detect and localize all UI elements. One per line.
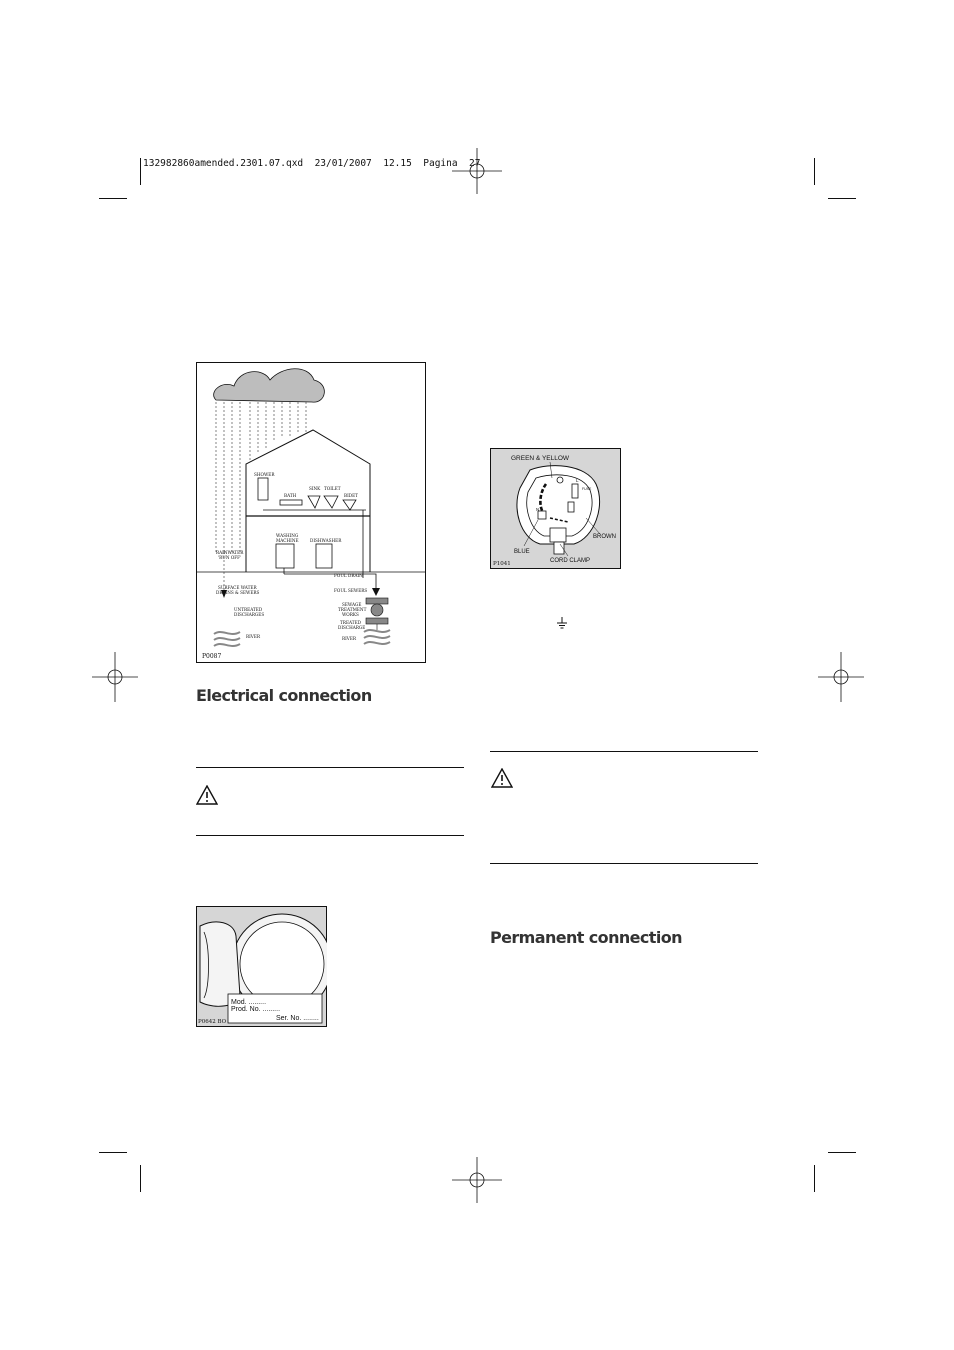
svg-text:Mod. .........: Mod. ......... (231, 999, 267, 1006)
registration-mark-right (818, 652, 864, 702)
svg-text:TREATED: TREATED (340, 620, 362, 625)
svg-text:WASHING: WASHING (276, 533, 299, 538)
rating-plate-figure (196, 906, 327, 1027)
svg-text:Prod. No. .........: Prod. No. ......... (231, 1006, 281, 1013)
print-slug: 132982860amended.2301.07.qxd 23/01/2007 12.15 Pagina 27 (143, 158, 481, 169)
svg-text:DRAINS & SEWERS: DRAINS & SEWERS (216, 590, 260, 595)
svg-text:DISCHARGE: DISCHARGE (338, 625, 366, 630)
svg-text:UNTREATED: UNTREATED (234, 607, 263, 612)
drainage-diagram (196, 362, 426, 663)
section-heading-permanent: Permanent connection (490, 928, 682, 947)
registration-mark-left (92, 652, 138, 702)
svg-text:'RUN OFF': 'RUN OFF' (218, 555, 242, 560)
registration-mark-bottom (452, 1157, 502, 1203)
registration-mark-top (452, 148, 502, 194)
svg-text:MACHINE: MACHINE (276, 538, 299, 543)
plug-wiring-figure (490, 448, 621, 569)
svg-text:FOUL DRAIN: FOUL DRAIN (334, 573, 363, 578)
figure-code: P0087 (202, 653, 222, 660)
warning-icon (196, 785, 218, 805)
warning-icon-right (491, 768, 513, 788)
svg-text:WORKS: WORKS (342, 612, 359, 617)
warning-rule-top-right (490, 751, 758, 752)
svg-text:L: L (576, 478, 579, 483)
svg-text:RAINWATER: RAINWATER (216, 550, 244, 555)
label-cord-clamp: CORD CLAMP (550, 558, 591, 564)
warning-rule-bottom-right (490, 863, 758, 864)
svg-text:SHOWER: SHOWER (254, 472, 275, 477)
svg-text:TOILET: TOILET (324, 486, 341, 491)
svg-text:FUSE: FUSE (582, 487, 592, 491)
svg-text:TREATMENT: TREATMENT (338, 607, 367, 612)
svg-text:DISCHARGES: DISCHARGES (234, 612, 265, 617)
svg-text:RIVER: RIVER (342, 636, 357, 641)
label-brown: BROWN (593, 534, 616, 540)
earth-symbol-icon (555, 616, 569, 630)
svg-text:BIDET: BIDET (344, 493, 358, 498)
label-green-yellow: GREEN & YELLOW (511, 455, 570, 462)
label-blue: BLUE (514, 549, 530, 555)
svg-text:SINK: SINK (309, 486, 321, 491)
warning-rule-bottom (196, 835, 464, 836)
svg-text:FOUL SEWERS: FOUL SEWERS (334, 588, 368, 593)
svg-text:P1041: P1041 (493, 561, 511, 567)
svg-text:DISHWASHER: DISHWASHER (310, 538, 342, 543)
svg-text:Ser. No. ........: Ser. No. ........ (276, 1015, 319, 1022)
warning-rule-top (196, 767, 464, 768)
svg-text:RIVER: RIVER (246, 634, 261, 639)
svg-text:SEWAGE: SEWAGE (342, 602, 362, 607)
svg-text:N: N (536, 507, 540, 512)
svg-text:SURFACE WATER: SURFACE WATER (218, 585, 257, 590)
svg-text:P0642 BO: P0642 BO (198, 1019, 227, 1025)
svg-text:BATH: BATH (284, 493, 297, 498)
section-heading-electrical: Electrical connection (196, 686, 372, 705)
